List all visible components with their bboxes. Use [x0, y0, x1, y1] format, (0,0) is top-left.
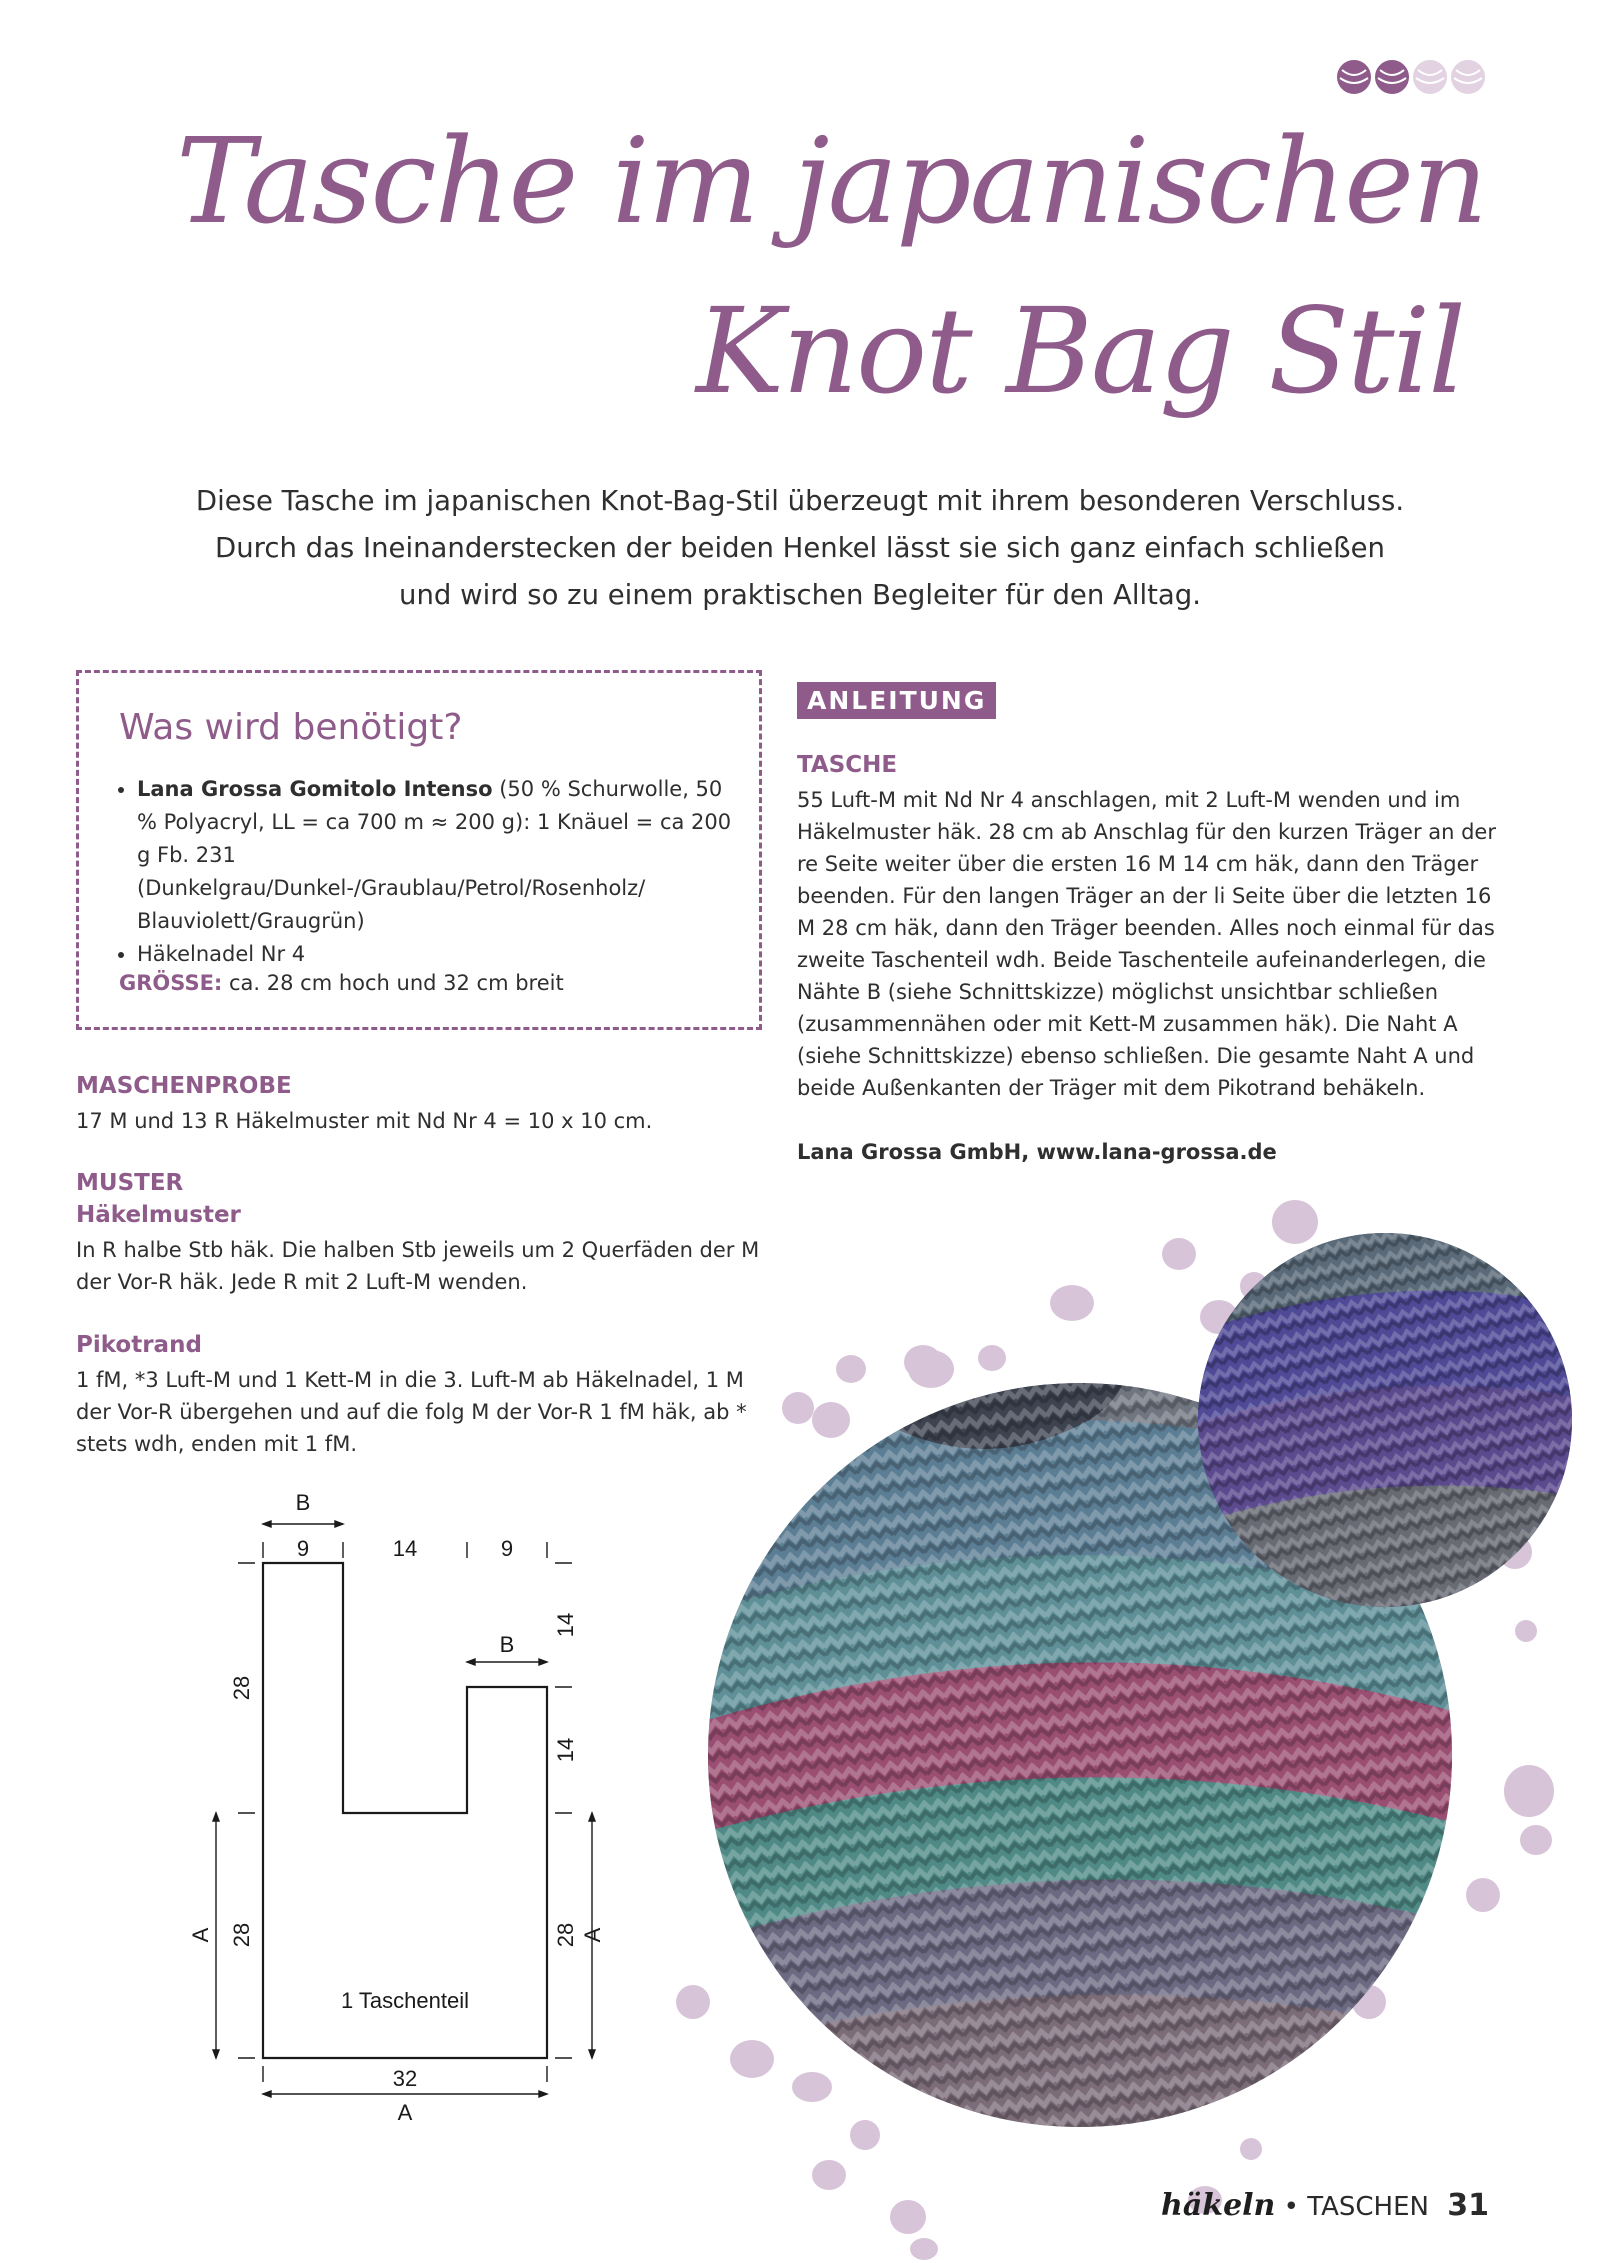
crochet-photo-small: [1195, 1230, 1575, 1610]
list-item: [137, 773, 747, 938]
dim-label: A: [188, 1927, 213, 1943]
dim-label: 14: [392, 1536, 418, 1561]
yarn-name: Lana Grossa Gomitolo Intenso: [137, 777, 493, 801]
yarn-balls-icon: [1336, 58, 1490, 96]
pattern-heading: MUSTER: [76, 1170, 184, 1196]
page-number: 31: [1447, 2188, 1489, 2223]
dim-label: 9: [296, 1536, 310, 1561]
footer-category: häkeln: [1161, 2188, 1276, 2223]
title-line-2: Knot Bag Stil: [696, 282, 1464, 420]
dim-label: 28: [553, 1922, 578, 1948]
instructions-text: 55 Luft-M mit Nd Nr 4 anschlagen, mit 2 Luft-M wenden und im Häkelmuster häk. 28 cm ab Anschlag für den kurzen Träger an der re Seite weiter über die ersten 16 M 14 cm häk, dann den Träger beenden. Für den langen Träger an der li Seite über die letzten 16 M 28 cm häk, dann den Träger beenden. Alles noch einmal für das zweite Taschenteil wdh. Beide Taschenteile aufeinanderlegen, die Nähte B (siehe Schnittskizze) möglichst unsichtbar schließen (zusammennähen oder mit Kett-M zusammen häk). Die Naht A (siehe Schnittskizze) ebenso schließen. Die gesamte Naht A und beide Außenkanten der Träger mit dem Pikotrand behäkeln.: [797, 788, 1496, 1100]
dim-label: 9: [500, 1536, 514, 1561]
footer-section: • TASCHEN: [1283, 2192, 1429, 2222]
intro-line: und wird so zu einem praktischen Begleiter für den Alltag.: [399, 579, 1201, 611]
pattern-subheading: Häkelmuster: [76, 1202, 241, 1228]
size-value: ca. 28 cm hoch und 32 cm breit: [222, 971, 564, 995]
instructions-badge: ANLEITUNG: [797, 682, 996, 719]
dim-label: A: [580, 1927, 605, 1943]
gauge-heading: MASCHENPROBE: [76, 1073, 292, 1099]
bag-schematic: [180, 1480, 620, 2140]
list-item: • Häkelnadel Nr 4: [137, 938, 747, 971]
dim-label: 14: [553, 1737, 578, 1763]
dim-label: B: [499, 1632, 515, 1657]
picot-text: 1 fM, *3 Luft-M und 1 Kett-M in die 3. Luft-M ab Häkelnadel, 1 M der Vor-R übergehen und auf die folg M der Vor-R 1 fM häk, ab * stets wdh, enden mit 1 fM.: [76, 1368, 747, 1456]
dim-label: A: [397, 2100, 413, 2125]
pattern-text: In R halbe Stb häk. Die halben Stb jeweils um 2 Querfäden der M der Vor-R häk. Jede R mit 2 Luft-M wenden.: [76, 1238, 760, 1294]
page-footer: [1161, 2188, 1489, 2223]
gauge-text: 17 M und 13 R Häkelmuster mit Nd Nr 4 = 10 x 10 cm.: [76, 1109, 653, 1133]
instructions-heading: TASCHE: [797, 752, 898, 778]
materials-title: Was wird benötigt?: [119, 707, 463, 748]
dim-label: 14: [553, 1612, 578, 1638]
dim-label: 28: [229, 1675, 254, 1701]
title-line-1: Tasche im japanischen: [176, 112, 1487, 250]
dim-label: B: [295, 1490, 311, 1515]
credit-text: Lana Grossa GmbH, www.lana-grossa.de: [797, 1140, 1277, 1164]
intro-text: [150, 478, 1450, 619]
materials-list: [119, 773, 747, 971]
picot-heading: Pikotrand: [76, 1332, 202, 1358]
dim-label: 32: [392, 2066, 418, 2091]
yarn-details: (50 % Schurwolle, 50 % Polyacryl, LL = ca 700 m ≈ 200 g): 1 Knäuel = ca 200 g Fb. 231 (Dunkelgrau/Dunkel-/Graublau/Petrol/Rosenholz/ Blauviolett/Graugrün): [137, 777, 732, 933]
size-label: GRÖSSE:: [119, 971, 223, 995]
size-info: [119, 971, 564, 995]
part-label: 1 Taschenteil: [340, 1988, 470, 2013]
intro-line: Durch das Ineinanderstecken der beiden Henkel lässt sie sich ganz einfach schließen: [215, 532, 1385, 564]
intro-line: Diese Tasche im japanischen Knot-Bag-Stil überzeugt mit ihrem besonderen Verschluss.: [195, 485, 1405, 517]
materials-box: [76, 670, 762, 1030]
dim-label: 28: [229, 1922, 254, 1948]
